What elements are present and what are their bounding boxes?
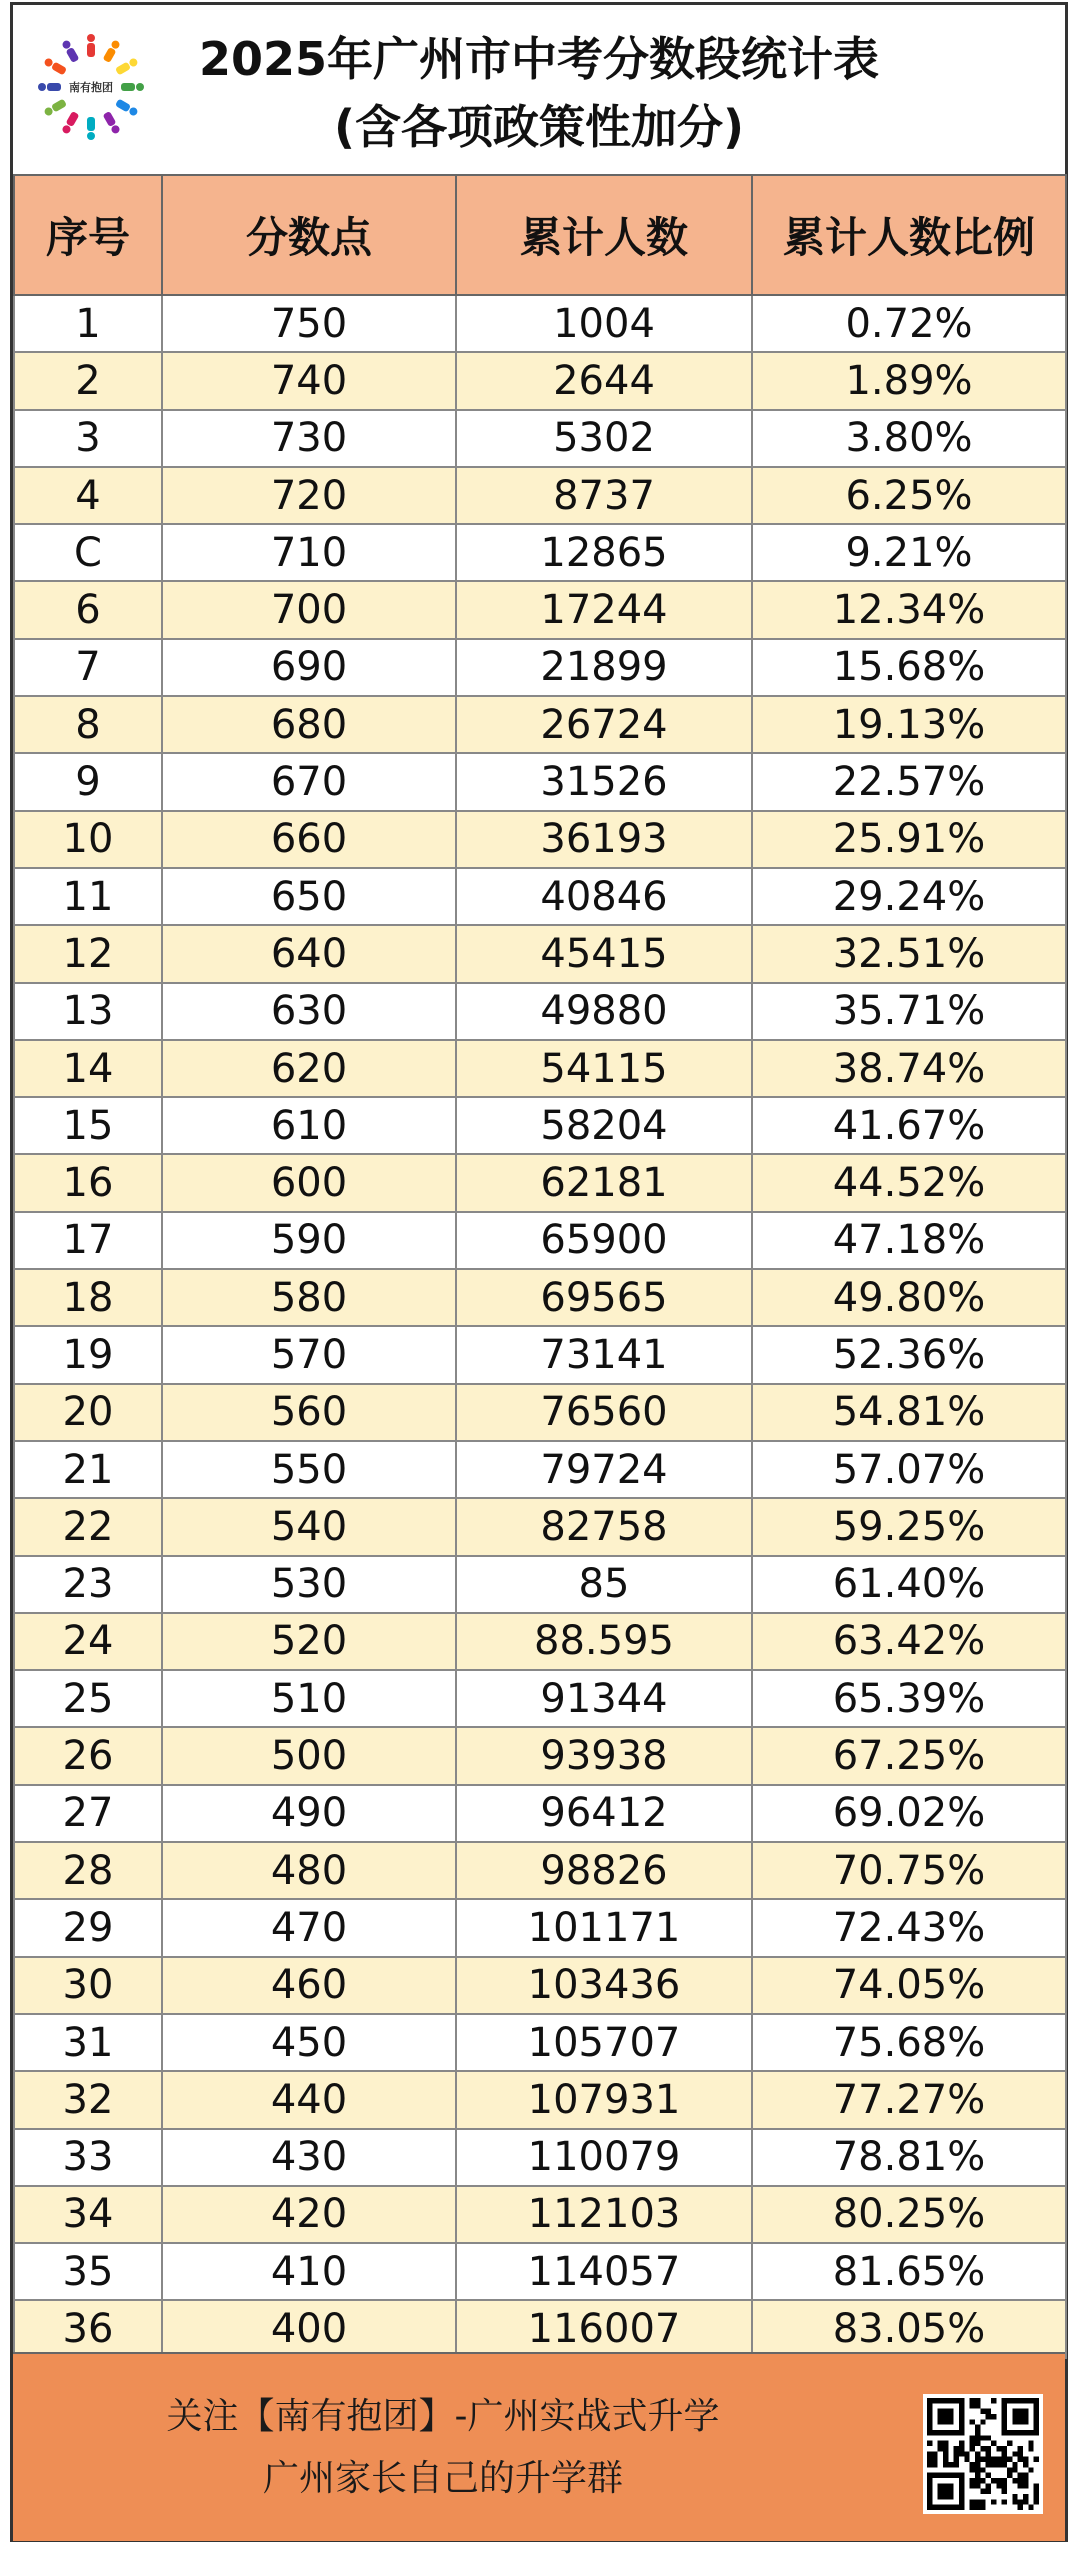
cell-index: 21: [14, 1441, 162, 1498]
table-row: [14, 295, 1066, 352]
cell-cumulative-ratio: 6.25%: [752, 467, 1066, 524]
cell-score: 750: [162, 295, 456, 352]
cell-cumulative-count: 65900: [456, 1212, 752, 1269]
cell-score: 550: [162, 1441, 456, 1498]
page-title: 2025年广州市中考分数段统计表: [198, 32, 880, 86]
cell-cumulative-count: 21899: [456, 639, 752, 696]
cell-score: 430: [162, 2129, 456, 2186]
table-row: [14, 467, 1066, 524]
cell-cumulative-ratio: 25.91%: [752, 811, 1066, 868]
cell-cumulative-ratio: 57.07%: [752, 1441, 1066, 1498]
cell-cumulative-count: 73141: [456, 1326, 752, 1383]
cell-cumulative-count: 54115: [456, 1040, 752, 1097]
cell-index: 36: [14, 2300, 162, 2357]
table-row: [14, 696, 1066, 753]
cell-cumulative-ratio: 3.80%: [752, 410, 1066, 467]
table-row: [14, 352, 1066, 409]
cell-cumulative-count: 79724: [456, 1441, 752, 1498]
table-row: [14, 1498, 1066, 1555]
logo-caption: 南有抱团: [69, 81, 113, 94]
cell-score: 670: [162, 753, 456, 810]
cell-cumulative-ratio: 19.13%: [752, 696, 1066, 753]
cell-score: 600: [162, 1154, 456, 1211]
cell-score: 560: [162, 1384, 456, 1441]
cell-score: 740: [162, 352, 456, 409]
cell-index: 33: [14, 2129, 162, 2186]
cell-score: 730: [162, 410, 456, 467]
cell-index: 29: [14, 1899, 162, 1956]
cell-cumulative-ratio: 22.57%: [752, 753, 1066, 810]
cell-score: 530: [162, 1556, 456, 1613]
cell-cumulative-ratio: 29.24%: [752, 868, 1066, 925]
cell-cumulative-ratio: 35.71%: [752, 983, 1066, 1040]
table-row: [14, 1899, 1066, 1956]
cell-score: 400: [162, 2300, 456, 2357]
cell-cumulative-ratio: 32.51%: [752, 925, 1066, 982]
cell-score: 700: [162, 581, 456, 638]
cell-cumulative-count: 1004: [456, 295, 752, 352]
cell-cumulative-ratio: 47.18%: [752, 1212, 1066, 1269]
cell-score: 510: [162, 1670, 456, 1727]
cell-index: 20: [14, 1384, 162, 1441]
cell-index: 15: [14, 1097, 162, 1154]
table-row: [14, 1613, 1066, 1670]
cell-index: 6: [14, 581, 162, 638]
cell-cumulative-count: 93938: [456, 1727, 752, 1784]
table-row: [14, 2243, 1066, 2300]
footer-line-2: 广州家长自己的升学群: [262, 2458, 623, 2499]
cell-cumulative-ratio: 38.74%: [752, 1040, 1066, 1097]
cell-index: 9: [14, 753, 162, 810]
cell-cumulative-ratio: 41.67%: [752, 1097, 1066, 1154]
cell-cumulative-count: 110079: [456, 2129, 752, 2186]
table-row: [14, 1842, 1066, 1899]
table-row: [14, 2014, 1066, 2071]
cell-index: 18: [14, 1269, 162, 1326]
cell-score: 640: [162, 925, 456, 982]
score-table: [13, 174, 1067, 2359]
cell-cumulative-ratio: 67.25%: [752, 1727, 1066, 1784]
table-row: [14, 639, 1066, 696]
table-row: [14, 1097, 1066, 1154]
cell-score: 480: [162, 1842, 456, 1899]
table-row: [14, 2186, 1066, 2243]
table-row: [14, 1727, 1066, 1784]
header-cumulative-count: 累计人数: [456, 175, 752, 295]
cell-cumulative-ratio: 9.21%: [752, 524, 1066, 581]
cell-index: 28: [14, 1842, 162, 1899]
cell-cumulative-count: 31526: [456, 753, 752, 810]
cell-score: 520: [162, 1613, 456, 1670]
cell-index: 17: [14, 1212, 162, 1269]
cell-score: 470: [162, 1899, 456, 1956]
cell-cumulative-count: 17244: [456, 581, 752, 638]
header-score: 分数点: [162, 175, 456, 295]
qr-code-icon: [923, 2394, 1043, 2514]
cell-cumulative-ratio: 80.25%: [752, 2186, 1066, 2243]
cell-cumulative-count: 85: [456, 1556, 752, 1613]
cell-score: 490: [162, 1785, 456, 1842]
cell-cumulative-count: 5302: [456, 410, 752, 467]
table-row: [14, 868, 1066, 925]
cell-score: 580: [162, 1269, 456, 1326]
cell-index: 2: [14, 352, 162, 409]
cell-cumulative-count: 103436: [456, 1957, 752, 2014]
cell-index: 31: [14, 2014, 162, 2071]
table-row: [14, 753, 1066, 810]
table-body: [14, 295, 1066, 2358]
cell-cumulative-count: 26724: [456, 696, 752, 753]
table-row: [14, 811, 1066, 868]
cell-cumulative-ratio: 44.52%: [752, 1154, 1066, 1211]
cell-score: 710: [162, 524, 456, 581]
cell-index: 26: [14, 1727, 162, 1784]
cell-cumulative-ratio: 65.39%: [752, 1670, 1066, 1727]
cell-cumulative-count: 88.595: [456, 1613, 752, 1670]
table-header-row: [14, 175, 1066, 295]
table-row: [14, 2300, 1066, 2357]
cell-index: 7: [14, 639, 162, 696]
cell-cumulative-count: 96412: [456, 1785, 752, 1842]
cell-score: 420: [162, 2186, 456, 2243]
table-row: [14, 1154, 1066, 1211]
cell-cumulative-ratio: 74.05%: [752, 1957, 1066, 2014]
cell-index: 1: [14, 295, 162, 352]
cell-cumulative-ratio: 75.68%: [752, 2014, 1066, 2071]
cell-cumulative-ratio: 52.36%: [752, 1326, 1066, 1383]
cell-score: 460: [162, 1957, 456, 2014]
header-cumulative-ratio: 累计人数比例: [752, 175, 1066, 295]
cell-cumulative-ratio: 1.89%: [752, 352, 1066, 409]
cell-cumulative-ratio: 61.40%: [752, 1556, 1066, 1613]
cell-cumulative-ratio: 70.75%: [752, 1842, 1066, 1899]
cell-score: 450: [162, 2014, 456, 2071]
cell-score: 590: [162, 1212, 456, 1269]
cell-cumulative-count: 8737: [456, 467, 752, 524]
table-row: [14, 1326, 1066, 1383]
cell-index: 13: [14, 983, 162, 1040]
cell-score: 680: [162, 696, 456, 753]
cell-score: 540: [162, 1498, 456, 1555]
table-row: [14, 1040, 1066, 1097]
table-row: [14, 524, 1066, 581]
table-row: [14, 1785, 1066, 1842]
table-row: [14, 1441, 1066, 1498]
page-subtitle: (含各项政策性加分): [333, 100, 745, 154]
cell-index: 34: [14, 2186, 162, 2243]
cell-index: 32: [14, 2071, 162, 2128]
cell-index: 23: [14, 1556, 162, 1613]
cell-cumulative-count: 107931: [456, 2071, 752, 2128]
table-row: [14, 2129, 1066, 2186]
cell-cumulative-count: 76560: [456, 1384, 752, 1441]
cell-index: 3: [14, 410, 162, 467]
table-row: [14, 1670, 1066, 1727]
cell-score: 660: [162, 811, 456, 868]
cell-cumulative-ratio: 12.34%: [752, 581, 1066, 638]
cell-cumulative-ratio: 54.81%: [752, 1384, 1066, 1441]
cell-index: 11: [14, 868, 162, 925]
table-row: [14, 1269, 1066, 1326]
cell-cumulative-count: 112103: [456, 2186, 752, 2243]
cell-index: 24: [14, 1613, 162, 1670]
cell-score: 650: [162, 868, 456, 925]
header-index: 序号: [14, 175, 162, 295]
table-row: [14, 581, 1066, 638]
cell-index: 14: [14, 1040, 162, 1097]
cell-score: 440: [162, 2071, 456, 2128]
cell-index: C: [14, 524, 162, 581]
cell-cumulative-ratio: 59.25%: [752, 1498, 1066, 1555]
cell-index: 30: [14, 1957, 162, 2014]
cell-index: 22: [14, 1498, 162, 1555]
table-row: [14, 1556, 1066, 1613]
cell-index: 19: [14, 1326, 162, 1383]
cell-index: 8: [14, 696, 162, 753]
cell-cumulative-count: 2644: [456, 352, 752, 409]
cell-index: 12: [14, 925, 162, 982]
table-row: [14, 925, 1066, 982]
cell-cumulative-ratio: 0.72%: [752, 295, 1066, 352]
table-row: [14, 410, 1066, 467]
cell-cumulative-count: 58204: [456, 1097, 752, 1154]
title-block: [13, 5, 1065, 177]
cell-index: 16: [14, 1154, 162, 1211]
cell-cumulative-count: 114057: [456, 2243, 752, 2300]
cell-score: 610: [162, 1097, 456, 1154]
cell-index: 4: [14, 467, 162, 524]
cell-cumulative-count: 82758: [456, 1498, 752, 1555]
table-row: [14, 1384, 1066, 1441]
cell-index: 27: [14, 1785, 162, 1842]
cell-cumulative-ratio: 78.81%: [752, 2129, 1066, 2186]
cell-score: 630: [162, 983, 456, 1040]
table-row: [14, 2071, 1066, 2128]
footer-banner: [13, 2352, 1065, 2541]
cell-cumulative-count: 91344: [456, 1670, 752, 1727]
cell-cumulative-count: 105707: [456, 2014, 752, 2071]
cell-cumulative-count: 40846: [456, 868, 752, 925]
table-row: [14, 1212, 1066, 1269]
table-row: [14, 983, 1066, 1040]
cell-score: 720: [162, 467, 456, 524]
cell-score: 570: [162, 1326, 456, 1383]
cell-index: 10: [14, 811, 162, 868]
cell-cumulative-ratio: 83.05%: [752, 2300, 1066, 2357]
cell-score: 410: [162, 2243, 456, 2300]
table-row: [14, 1957, 1066, 2014]
cell-cumulative-ratio: 63.42%: [752, 1613, 1066, 1670]
cell-score: 690: [162, 639, 456, 696]
cell-cumulative-count: 69565: [456, 1269, 752, 1326]
footer-line-1: 关注【南有抱团】-广州实战式升学: [166, 2396, 720, 2437]
cell-cumulative-count: 49880: [456, 983, 752, 1040]
cell-score: 620: [162, 1040, 456, 1097]
cell-cumulative-ratio: 77.27%: [752, 2071, 1066, 2128]
statistics-sheet: [10, 2, 1068, 2542]
cell-cumulative-ratio: 49.80%: [752, 1269, 1066, 1326]
cell-index: 35: [14, 2243, 162, 2300]
cell-cumulative-ratio: 69.02%: [752, 1785, 1066, 1842]
cell-cumulative-count: 45415: [456, 925, 752, 982]
cell-cumulative-count: 12865: [456, 524, 752, 581]
cell-cumulative-count: 116007: [456, 2300, 752, 2357]
cell-cumulative-count: 98826: [456, 1842, 752, 1899]
cell-cumulative-ratio: 72.43%: [752, 1899, 1066, 1956]
cell-cumulative-count: 36193: [456, 811, 752, 868]
cell-index: 25: [14, 1670, 162, 1727]
cell-score: 500: [162, 1727, 456, 1784]
cell-cumulative-ratio: 15.68%: [752, 639, 1066, 696]
cell-cumulative-ratio: 81.65%: [752, 2243, 1066, 2300]
cell-cumulative-count: 101171: [456, 1899, 752, 1956]
cell-cumulative-count: 62181: [456, 1154, 752, 1211]
